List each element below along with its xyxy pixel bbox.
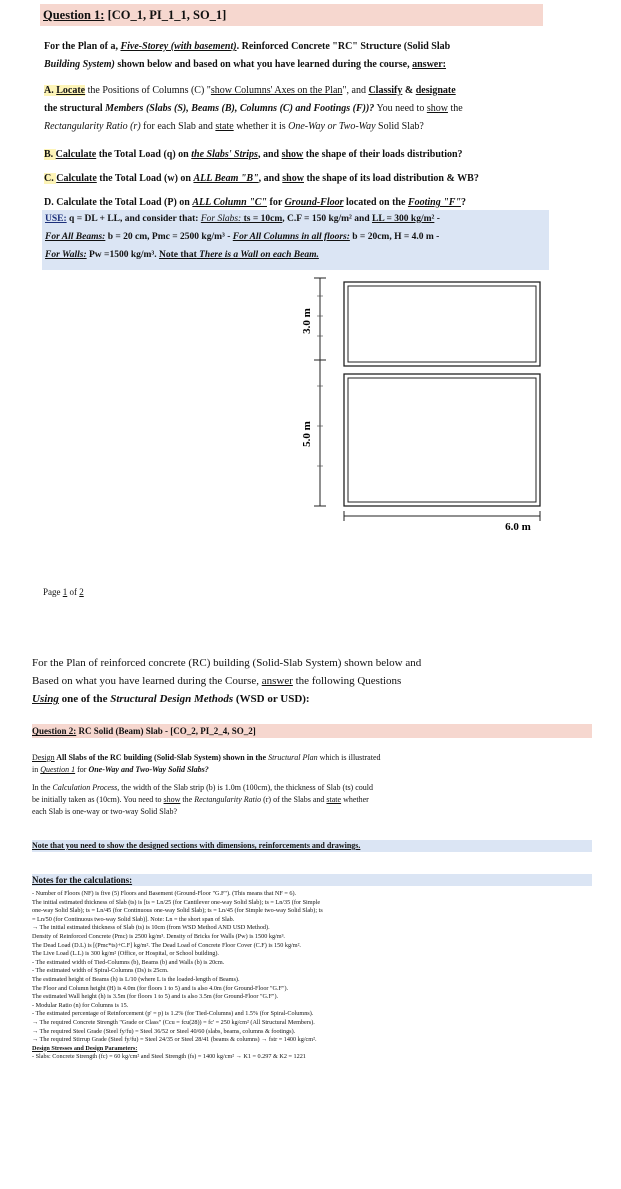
part-a: A. Locate the Positions of Columns (C) "show Columns' Axes on the Plan", and Classify & designate the structural Members (Slabs (S), Beams (B), Columns (C) and Footings (F))? You need to show the Rectangularity Ratio (r) for each Slab and state whether it is One-Way or Two-Way Solid Slab? [44, 85, 463, 132]
question-2-header: Question 2: RC Solid (Beam) Slab - [CO_2, PI_2_4, SO_2] [32, 724, 592, 738]
dimension-label-3m: 3.0 m [301, 308, 313, 334]
page-number: Page 1 of 2 [43, 587, 84, 597]
note-line: - The estimated percentage of Reinforcement (p' = p) is 1.2% (for Tied-Columns) and 1.5% (for Spiral-Columns). [32, 1010, 314, 1018]
note-line: → The initial estimated thickness of Slab (ts) is 10cm (from WSD Method AND USD Method). [32, 924, 270, 932]
question-1-code: [CO_1, PI_1_1, SO_1] [104, 8, 227, 22]
note-line: - Number of Floors (NF) is five (5) Floors and Basement (Ground-Floor "G.F"). (This means that NF = 6). [32, 890, 297, 897]
note-line: The estimated height of Beams (h) is L/10 (where L is the loaded-length of Beams). [32, 975, 240, 983]
calculation-notes [32, 890, 594, 1062]
dimension-label-6m: 6.0 m [505, 521, 531, 533]
note-line: - The estimated width of Tied-Columns (b), Beams (b) and Walls (b) is 20cm. [32, 958, 225, 966]
note-line: The Dead Load (D.L) is [(Pmc*ts)+C.F] kg/m². The Dead Load of Concrete Floor Cover (C.F) is 150 kg/m². [32, 941, 301, 949]
note-line: Design Stresses and Design Parameters: [32, 1044, 138, 1052]
note-line: The Floor and Column height (H) is 4.0m (for floors 1 to 5) and is also 4.0m (for Ground-Floor "G.F"). [32, 984, 289, 992]
notes-title: Notes for the calculations: [32, 874, 592, 886]
note-line: - The estimated width of Spiral-Columns (Ds) is 25cm. [32, 967, 169, 975]
question-2-description: Design All Slabs of the RC building (Solid-Slab System) shown in the Structural Plan which is illustrated in Question 1 for One-Way and Two-Way Solid Slabs? In the Calculation Process, the width of the Slab strip (b) is 1.0m (100cm), the thickness of Slab (ts) could be initially taken as (10cm). You need to show the Rectangularity Ratio (r) of the Slabs and state whether each Slab is one-way or two-way Solid Slab? [32, 753, 381, 816]
note-line: = Ln/50 (for Continuous two-way Solid Slab)]. Note: Ln = the short span of Slab. [32, 915, 235, 923]
dimension-label-5m: 5.0 m [301, 421, 313, 447]
note-line: → The required Stirrup Grade (Steel fy/fu) = Steel 24/35 or Steel 28/41 (beams & columns) → fstr = 1400 kg/cm². [32, 1036, 317, 1044]
document-page-2 [0, 632, 621, 1189]
designed-sections-note: Note that you need to show the designed sections with dimensions, reinforcements and drawings. [32, 840, 592, 852]
note-line: The estimated Wall height (h) is 3.5m (for floors 1 to 5) and is also 3.5m (for Ground-Floor "G.F"). [32, 993, 279, 1001]
note-line: → The required Concrete Strength "Grade or Class" (Ccu = fcu(28)) = fc' = 250 kg/cm² (All Structural Members). [32, 1018, 315, 1026]
part-d: D. Calculate the Total Load (P) on ALL Column "C" for Ground-Floor located on the Footing "F"? [44, 197, 466, 208]
part-c: C. Calculate the Total Load (w) on ALL Beam "B", and show the shape of its load distribution & WB? [44, 173, 479, 184]
question-1-intro: For the Plan of a, Five-Storey (with basement). Reinforced Concrete "RC" Structure (Solid Slab Building System) shown below and based on what you have learned during the course, answer: [44, 41, 451, 70]
top-slab-panel [344, 282, 540, 366]
note-line: Density of Reinforced Concrete (Pmc) is 2500 kg/m³. Density of Bricks for Walls (Pw) is 1500 kg/m³. [32, 932, 285, 940]
use-box: USE: q = DL + LL, and consider that: For Slabs: ts = 10cm, C.F = 150 kg/m² and LL = 300 kg/m² - For All Beams: b = 20 cm, Pmc = 2500 kg/m³ - For All Columns in all floors: b = 20cm, H = 4.0 m - For Walls: Pw =1500 kg/m³. Note that There is a Wall on each Beam. [42, 210, 549, 270]
note-line: - Modular Ratio (n) for Columns is 15. [32, 1001, 129, 1009]
page-gap [0, 615, 621, 632]
question-1-header [40, 4, 543, 26]
note-line: The initial estimated thickness of Slab (ts) is [ts = Ln/25 (for Cantilever one-way Solid Slab); ts = Ln/35 (for Simple [32, 898, 321, 906]
structural-plan [301, 276, 546, 536]
bottom-slab-panel [344, 374, 540, 506]
note-line: The Live Load (L.L) is 300 kg/m² (Office, or Hospital, or School building). [32, 950, 219, 958]
note-line: one-way Solid Slab); ts = Ln/45 (for Continuous one-way Solid Slab); ts = Ln/45 (for Simple two-way Solid Slab); ts [32, 907, 323, 915]
part-b: B. Calculate the Total Load (q) on the Slabs' Strips, and show the shape of their loads distribution? [44, 149, 463, 160]
note-line: → The required Steel Grade (Steel fy/fu) = Steel 36/52 or Steel 40/60 (slabs, beams, columns & footings). [32, 1027, 296, 1035]
note-line: - Slabs: Concrete Strength (fc) = 60 kg/cm² and Steel Strength (fs) = 1400 kg/cm² → K1 = 0.297 & K2 = 1221 [32, 1053, 306, 1061]
question-1-label: Question 1: [43, 8, 105, 22]
document-page-1 [0, 0, 600, 615]
page-2-intro: For the Plan of reinforced concrete (RC) building (Solid-Slab System) shown below and Based on what you have learned during the Course, answer the following Questions Using one of the Structural Design Methods (WSD or USD): [32, 657, 422, 705]
